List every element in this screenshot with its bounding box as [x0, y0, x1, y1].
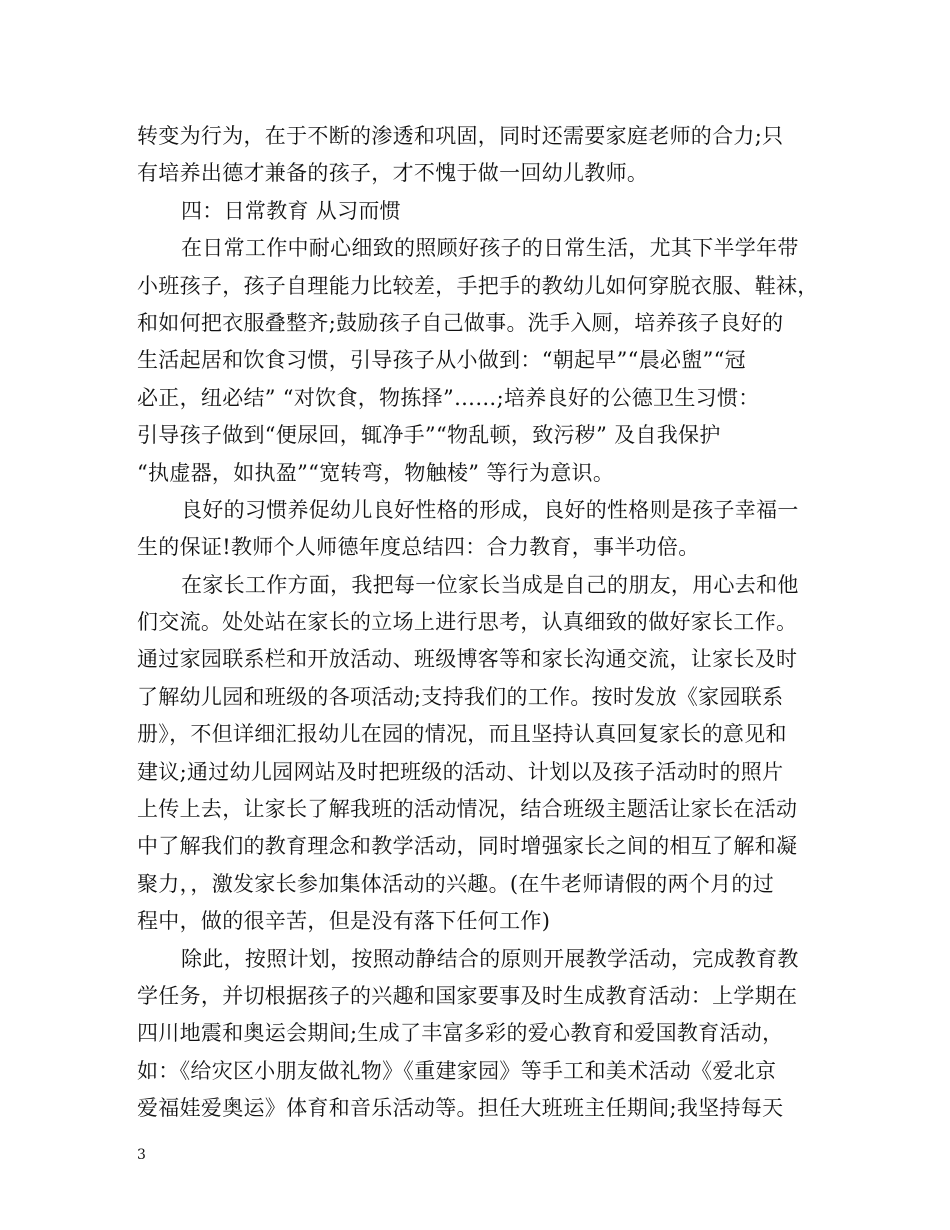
text-line: 四川地震和奥运会期间;生成了丰富多彩的爱心教育和爱国教育活动， [137, 1021, 784, 1046]
page-number: 3 [137, 1147, 146, 1163]
text-line: 在家长工作方面，我把每一位家长当成是自己的朋友，用心去和他 [181, 572, 799, 597]
text-line: 们交流。处处站在家长的立场上进行思考，认真细致的做好家长工作。 [137, 610, 798, 635]
body-text [137, 118, 817, 1128]
text-line: 转变为行为，在于不断的渗透和巩固，同时还需要家庭老师的合力;只 [137, 124, 784, 148]
text-line: 生活起居和饮食习惯，引导孩子从小做到：“朝起早”“晨必盥”“冠 [137, 348, 746, 373]
text-line: 学任务，并切根据孩子的兴趣和国家要事及时生成教育活动：上学期在 [137, 983, 798, 1008]
text-line: 程中，做的很辛苦，但是没有落下任何工作) [137, 909, 551, 934]
text-line: 除此，按照计划，按照动静结合的原则开展教学活动，完成教育教 [181, 946, 799, 971]
text-line: 中了解我们的教育理念和教学活动，同时增强家长之间的相互了解和凝 [137, 834, 798, 859]
text-line: “执虚器，如执盈”“宽转弯，物触棱” 等行为意识。 [137, 460, 615, 485]
text-line: 小班孩子，孩子自理能力比较差，手把手的教幼儿如何穿脱衣服、鞋袜， [137, 273, 819, 298]
text-line: 四：日常教育 从习而惯 [181, 198, 401, 223]
text-line: 上传上去，让家长了解我班的活动情况，结合班级主题活让家长在活动 [137, 797, 798, 822]
text-line: 册》，不但详细汇报幼儿在园的情况，而且坚持认真回复家长的意见和 [137, 722, 787, 747]
text-line: 和如何把衣服叠整齐;鼓励孩子自己做事。洗手入厕，培养孩子良好的 [137, 310, 784, 335]
text-line: 引导孩子做到“便尿回，辄净手”“物乱顿，致污秽” 及自我保护 [137, 423, 721, 448]
text-line: 如：《给灾区小朋友做礼物》《重建家园》等手工和美术活动《爱北京 [137, 1058, 777, 1083]
text-line: 建议;通过幼儿园网站及时把班级的活动、计划以及孩子活动时的照片 [137, 759, 784, 784]
text-line: 必正，纽必结” “对饮食，物拣择”……;培养良好的公德卫生习惯： [137, 385, 760, 410]
text-line: 有培养出德才兼备的孩子，才不愧于做一回幼儿教师。 [137, 161, 649, 186]
text-line: 通过家园联系栏和开放活动、班级博客等和家长沟通交流，让家长及时 [137, 647, 798, 672]
text-line: 爱福娃爱奥运》体育和音乐活动等。担任大班班主任期间;我坚持每天 [137, 1096, 784, 1121]
text-line: 良好的习惯养促幼儿良好性格的形成，良好的性格则是孩子幸福一 [181, 497, 799, 522]
text-line: 聚力，，激发家长参加集体活动的兴趣。(在牛老师请假的两个月的过 [137, 871, 774, 896]
text-line: 在日常工作中耐心细致的照顾好孩子的日常生活，尤其下半学年带 [181, 236, 799, 261]
text-line: 生的保证!教师个人师德年度总结四：合力教育，事半功倍。 [137, 535, 700, 560]
text-line: 了解幼儿园和班级的各项活动;支持我们的工作。按时发放《家园联系 [137, 684, 784, 709]
